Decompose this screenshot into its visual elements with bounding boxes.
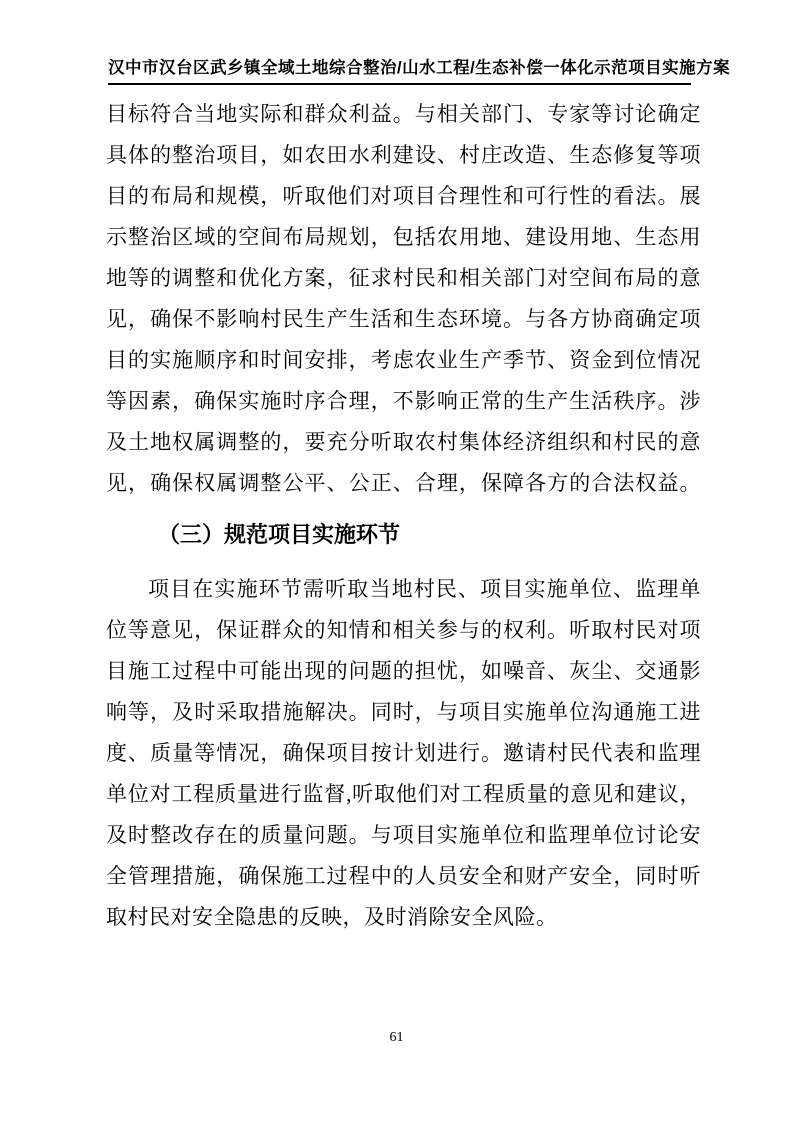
paragraph-line: 及土地权属调整的，要充分听取农村集体经济组织和村民的意: [106, 430, 701, 454]
page-footer: [0, 1028, 793, 1046]
paragraph-line: 地等的调整和优化方案，征求村民和相关部门对空间布局的意: [106, 266, 701, 290]
paragraph-line: 位等意见，保证群众的知情和相关参与的权利。听取村民对项: [106, 618, 701, 642]
paragraph-line: 度、质量等情况，确保项目按计划进行。邀请村民代表和监理: [106, 741, 701, 765]
paragraph-line: 目的实施顺序和时间安排，考虑农业生产季节、资金到位情况: [106, 348, 701, 372]
paragraph-line: 目标符合当地实际和群众利益。与相关部门、专家等讨论确定: [106, 102, 701, 126]
page-header: [108, 54, 731, 85]
paragraph-line: 等因素，确保实施时序合理，不影响正常的生产生活秩序。涉: [106, 389, 701, 413]
paragraph-line: 示整治区域的空间布局规划，包括农用地、建设用地、生态用: [106, 225, 701, 249]
header-title: 汉中市汉台区武乡镇全域土地综合整治/山水工程/生态补偿一体化示范项目实施方案: [108, 59, 731, 77]
body-paragraph-2: [106, 569, 701, 938]
paragraph-line: 取村民对安全隐患的反映，及时消除安全风险。: [106, 905, 558, 929]
section-heading: （三）规范项目实施环节: [158, 522, 401, 547]
body-paragraph-1: [106, 94, 701, 504]
paragraph-line: 及时整改存在的质量问题。与项目实施单位和监理单位讨论安: [106, 823, 701, 847]
document-body: [106, 94, 701, 938]
paragraph-line: 目施工过程中可能出现的问题的担忧，如噪音、灰尘、交通影: [106, 659, 701, 683]
page-number: 61: [389, 1030, 404, 1045]
paragraph-line: 单位对工程质量进行监督,听取他们对工程质量的意见和建议，: [106, 782, 701, 806]
paragraph-line: 全管理措施，确保施工过程中的人员安全和财产安全，同时听: [106, 864, 701, 888]
paragraph-line: 项目在实施环节需听取当地村民、项目实施单位、监理单: [148, 577, 701, 601]
paragraph-line: 见，确保权属调整公平、公正、合理，保障各方的合法权益。: [106, 471, 701, 495]
paragraph-line: 目的布局和规模，听取他们对项目合理性和可行性的看法。展: [106, 184, 701, 208]
paragraph-line: 响等，及时采取措施解决。同时，与项目实施单位沟通施工进: [106, 700, 701, 724]
paragraph-line: 具体的整治项目，如农田水利建设、村庄改造、生态修复等项: [106, 143, 701, 167]
paragraph-line: 见，确保不影响村民生产生活和生态环境。与各方协商确定项: [106, 307, 701, 331]
